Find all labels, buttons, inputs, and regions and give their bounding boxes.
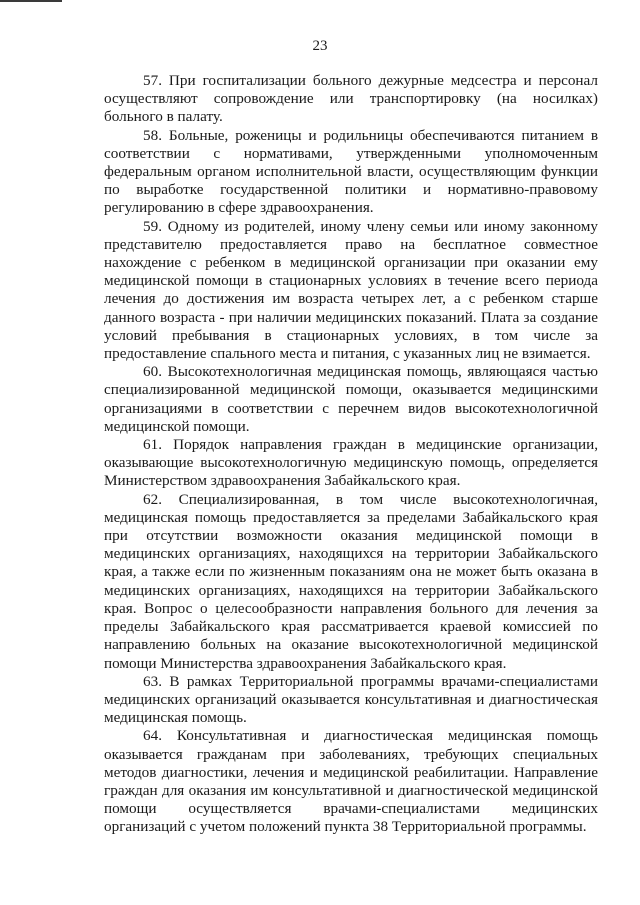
page-number: 23 (312, 38, 328, 54)
paragraph-64: 64. Консультативная и диагностическая медицинская помощь оказывается гражданам при заболеваниях, требующих специальных методов диагностики, лечения и медицинской реабилитации. Направление граждан для оказания им консультативной и диагностической медицинской помощи осуществляется врачами-специалистами медицинских организаций с учетом положений пункта 38 Территориальной программы. (104, 727, 598, 836)
paragraph-57: 57. При госпитализации больного дежурные медсестра и персонал осуществляют сопровождение или транспортировку (на носилках) больного в палату. (104, 72, 598, 126)
paragraph-60: 60. Высокотехнологичная медицинская помощь, являющаяся частью специализированной медицинской помощи, оказывается медицинскими организациями в соответствии с перечнем видов высокотехнологичной медицинской помощи. (104, 363, 598, 435)
paragraph-59: 59. Одному из родителей, иному члену семьи или иному законному представителю предоставляется право на бесплатное совместное нахождение с ребенком в медицинской организации при оказании ему медицинской помощи в стационарных условиях в течение всего периода лечения до достижения им возраста четырех лет, а с ребенком старше данного возраста - при наличии медицинских показаний. Плата за создание условий пребывания в стационарных условиях, в том числе за предоставление спального места и питания, с указанных лиц не взимается. (104, 217, 598, 363)
scan-corner-mark (0, 0, 62, 2)
paragraph-58: 58. Больные, роженицы и родильницы обеспечиваются питанием в соответствии с нормативами, утвержденными уполномоченным федеральным органом исполнительной власти, осуществляющим функции по выработке государственной политики и нормативно-правовому регулированию в сфере здравоохранения. (104, 126, 598, 217)
paragraph-62: 62. Специализированная, в том числе высокотехнологичная, медицинская помощь предоставляется за пределами Забайкальского края при отсутствии возможности оказания медицинской помощи в медицинских организациях, находящихся на территории Забайкальского края, а также если по жизненным показаниям она не может быть оказана в медицинских организациях, находящихся на территории Забайкальского края. Вопрос о целесообразности направления больного для лечения за пределы Забайкальского края рассматривается краевой комиссией по направлению больных на оказание высокотехнологичной медицинской помощи Министерства здравоохранения Забайкальского края. (104, 490, 598, 672)
paragraph-61: 61. Порядок направления граждан в медицинские организации, оказывающие высокотехнологичную медицинскую помощь, определяется Министерством здравоохранения Забайкальского края. (104, 436, 598, 490)
paragraph-63: 63. В рамках Территориальной программы врачами-специалистами медицинских организаций оказывается консультативная и диагностическая медицинская помощь. (104, 672, 598, 727)
document-body (104, 72, 598, 837)
